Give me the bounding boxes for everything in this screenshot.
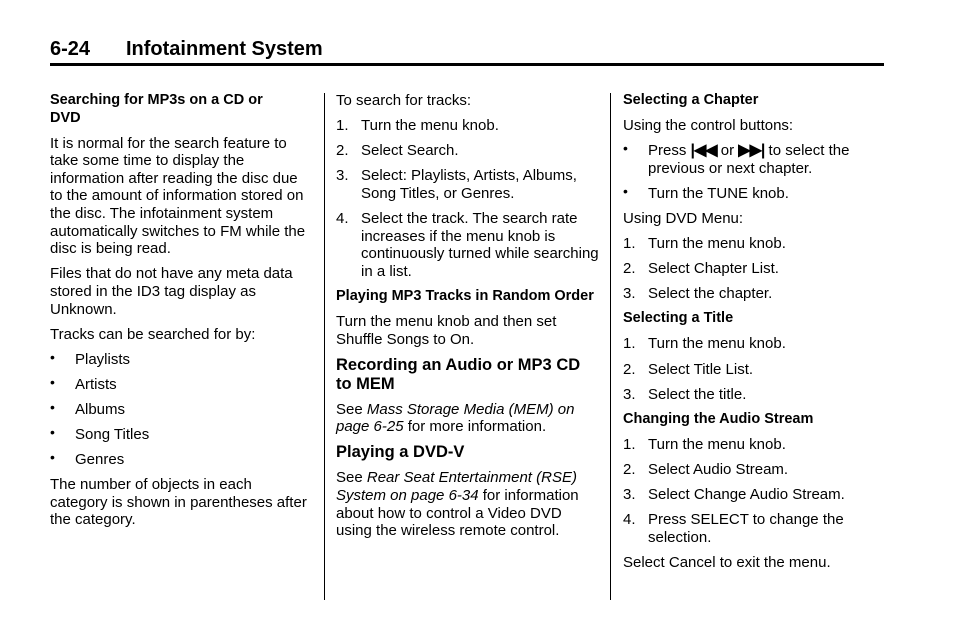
step-text: Select Change Audio Stream.	[648, 486, 845, 503]
list-item	[50, 373, 312, 394]
step-number: 3.	[336, 167, 349, 185]
paragraph: Files that do not have any meta data stored in the ID3 tag display as Unknown.	[50, 265, 293, 318]
list-item	[623, 511, 885, 546]
step-text: Select the track. The search rate increases if the menu knob is continuously turned while searching in a list.	[361, 209, 599, 280]
paragraph: Select Cancel to exit the menu.	[623, 553, 831, 571]
step-text: Select: Playlists, Artists, Albums, Song Titles, or Genres.	[361, 167, 577, 202]
text-run: for information about how to control a Video DVD using the wireless remote control.	[336, 486, 579, 540]
list-item	[50, 398, 312, 419]
column-3	[623, 92, 885, 579]
bullet-icon: •	[50, 449, 55, 466]
paragraph: Tracks can be searched for by:	[50, 325, 256, 343]
step-number: 3.	[623, 385, 636, 403]
text-run: Press	[648, 142, 691, 160]
list-item	[336, 210, 600, 280]
page-header	[50, 38, 323, 61]
list-item-text: Genres	[75, 451, 125, 469]
column-2	[336, 92, 600, 547]
text-run: or	[716, 142, 739, 160]
paragraph: Using the control buttons:	[623, 117, 794, 135]
seek-next-icon: ▶▶|	[738, 142, 765, 160]
step-text: Select Chapter List.	[648, 260, 779, 278]
cross-reference-link[interactable]: Mass Storage Media (MEM) on page 6-25	[336, 400, 575, 436]
step-number: 1.	[623, 435, 636, 453]
step-number: 4.	[336, 209, 349, 227]
step-text: Select the title.	[648, 385, 747, 403]
list-item	[50, 348, 312, 369]
text-run: See	[336, 469, 367, 487]
paragraph	[336, 401, 600, 436]
paragraph	[336, 469, 600, 539]
bullet-icon: •	[50, 424, 55, 440]
list-item-text: Albums	[75, 400, 126, 418]
step-number: 2.	[623, 460, 636, 478]
step-text: Select the chapter.	[648, 285, 773, 303]
text-run: See	[336, 400, 367, 418]
step-number: 2.	[623, 360, 636, 378]
column-1	[50, 92, 312, 536]
step-text: Select Search.	[361, 142, 459, 160]
section-heading: Recording an Audio or MP3 CD to MEM	[336, 355, 581, 393]
list-item	[623, 335, 885, 353]
paragraph: To search for tracks:	[336, 92, 472, 109]
header-rule	[50, 63, 884, 66]
section-title: Infotainment System	[126, 38, 323, 60]
text-run: to select the previous or next chapter.	[648, 142, 850, 177]
list-item	[50, 426, 312, 444]
page-number: 6-24	[50, 38, 91, 60]
cross-reference-link[interactable]: Rear Seat Entertainment (RSE) System on page 6-34	[336, 469, 577, 504]
list-item	[623, 486, 885, 504]
paragraph: The number of objects in each category is shown in parentheses after the category.	[50, 476, 307, 529]
step-text: Turn the menu knob.	[648, 235, 786, 253]
bullet-icon: •	[50, 373, 55, 390]
column-divider	[324, 93, 325, 600]
list-item-text: Playlists	[75, 350, 131, 368]
step-text: Turn the menu knob.	[648, 435, 786, 453]
list-item	[50, 451, 312, 469]
step-text: Select Title List.	[648, 360, 754, 378]
list-item-text: Turn the TUNE knob.	[648, 184, 789, 202]
paragraph: Using DVD Menu:	[623, 209, 744, 227]
section-heading: Searching for MP3s on a CD or DVD	[50, 92, 263, 126]
step-number: 1.	[623, 335, 636, 353]
step-text: Turn the menu knob.	[648, 335, 786, 353]
step-number: 2.	[623, 260, 636, 278]
bullet-icon: •	[623, 182, 628, 199]
section-heading: Playing a DVD-V	[336, 443, 465, 462]
step-number: 3.	[623, 285, 636, 303]
step-number: 2.	[336, 142, 349, 160]
list-item	[336, 142, 600, 160]
step-number: 3.	[623, 486, 636, 503]
list-item	[623, 182, 885, 203]
list-item-text: Artists	[75, 375, 117, 393]
step-text: Press SELECT to change the selection.	[648, 511, 844, 546]
step-number: 1.	[623, 235, 636, 253]
list-item	[623, 386, 885, 404]
section-heading: Changing the Audio Stream	[623, 410, 814, 427]
section-heading: Playing MP3 Tracks in Random Order	[336, 287, 594, 304]
bullet-icon: •	[623, 140, 628, 157]
bullet-icon: •	[50, 398, 55, 415]
list-item	[623, 260, 885, 278]
list-item	[623, 142, 885, 177]
list-item	[623, 285, 885, 303]
step-number: 1.	[336, 117, 349, 135]
list-item	[336, 117, 600, 135]
list-item	[623, 461, 885, 479]
seek-previous-icon: |◀◀	[690, 142, 717, 160]
list-item	[623, 235, 885, 253]
step-text: Select Audio Stream.	[648, 460, 789, 478]
section-heading: Selecting a Chapter	[623, 92, 759, 108]
paragraph: Turn the menu knob and then set Shuffle Songs to On.	[336, 312, 557, 348]
list-item	[336, 167, 600, 202]
column-divider	[610, 93, 611, 600]
step-text: Turn the menu knob.	[361, 117, 499, 135]
list-item	[623, 361, 885, 379]
bullet-icon: •	[50, 348, 55, 365]
list-item-text: Song Titles	[75, 426, 150, 443]
step-number: 4.	[623, 511, 636, 529]
paragraph: It is normal for the search feature to take some time to display the information after reading the disc due to the amount of information stored on the disc. The infotainment system automatically switches to FM while the disc is being read.	[50, 134, 306, 258]
list-item	[623, 436, 885, 454]
section-heading: Selecting a Title	[623, 310, 734, 327]
text-run: for more information.	[403, 418, 547, 436]
